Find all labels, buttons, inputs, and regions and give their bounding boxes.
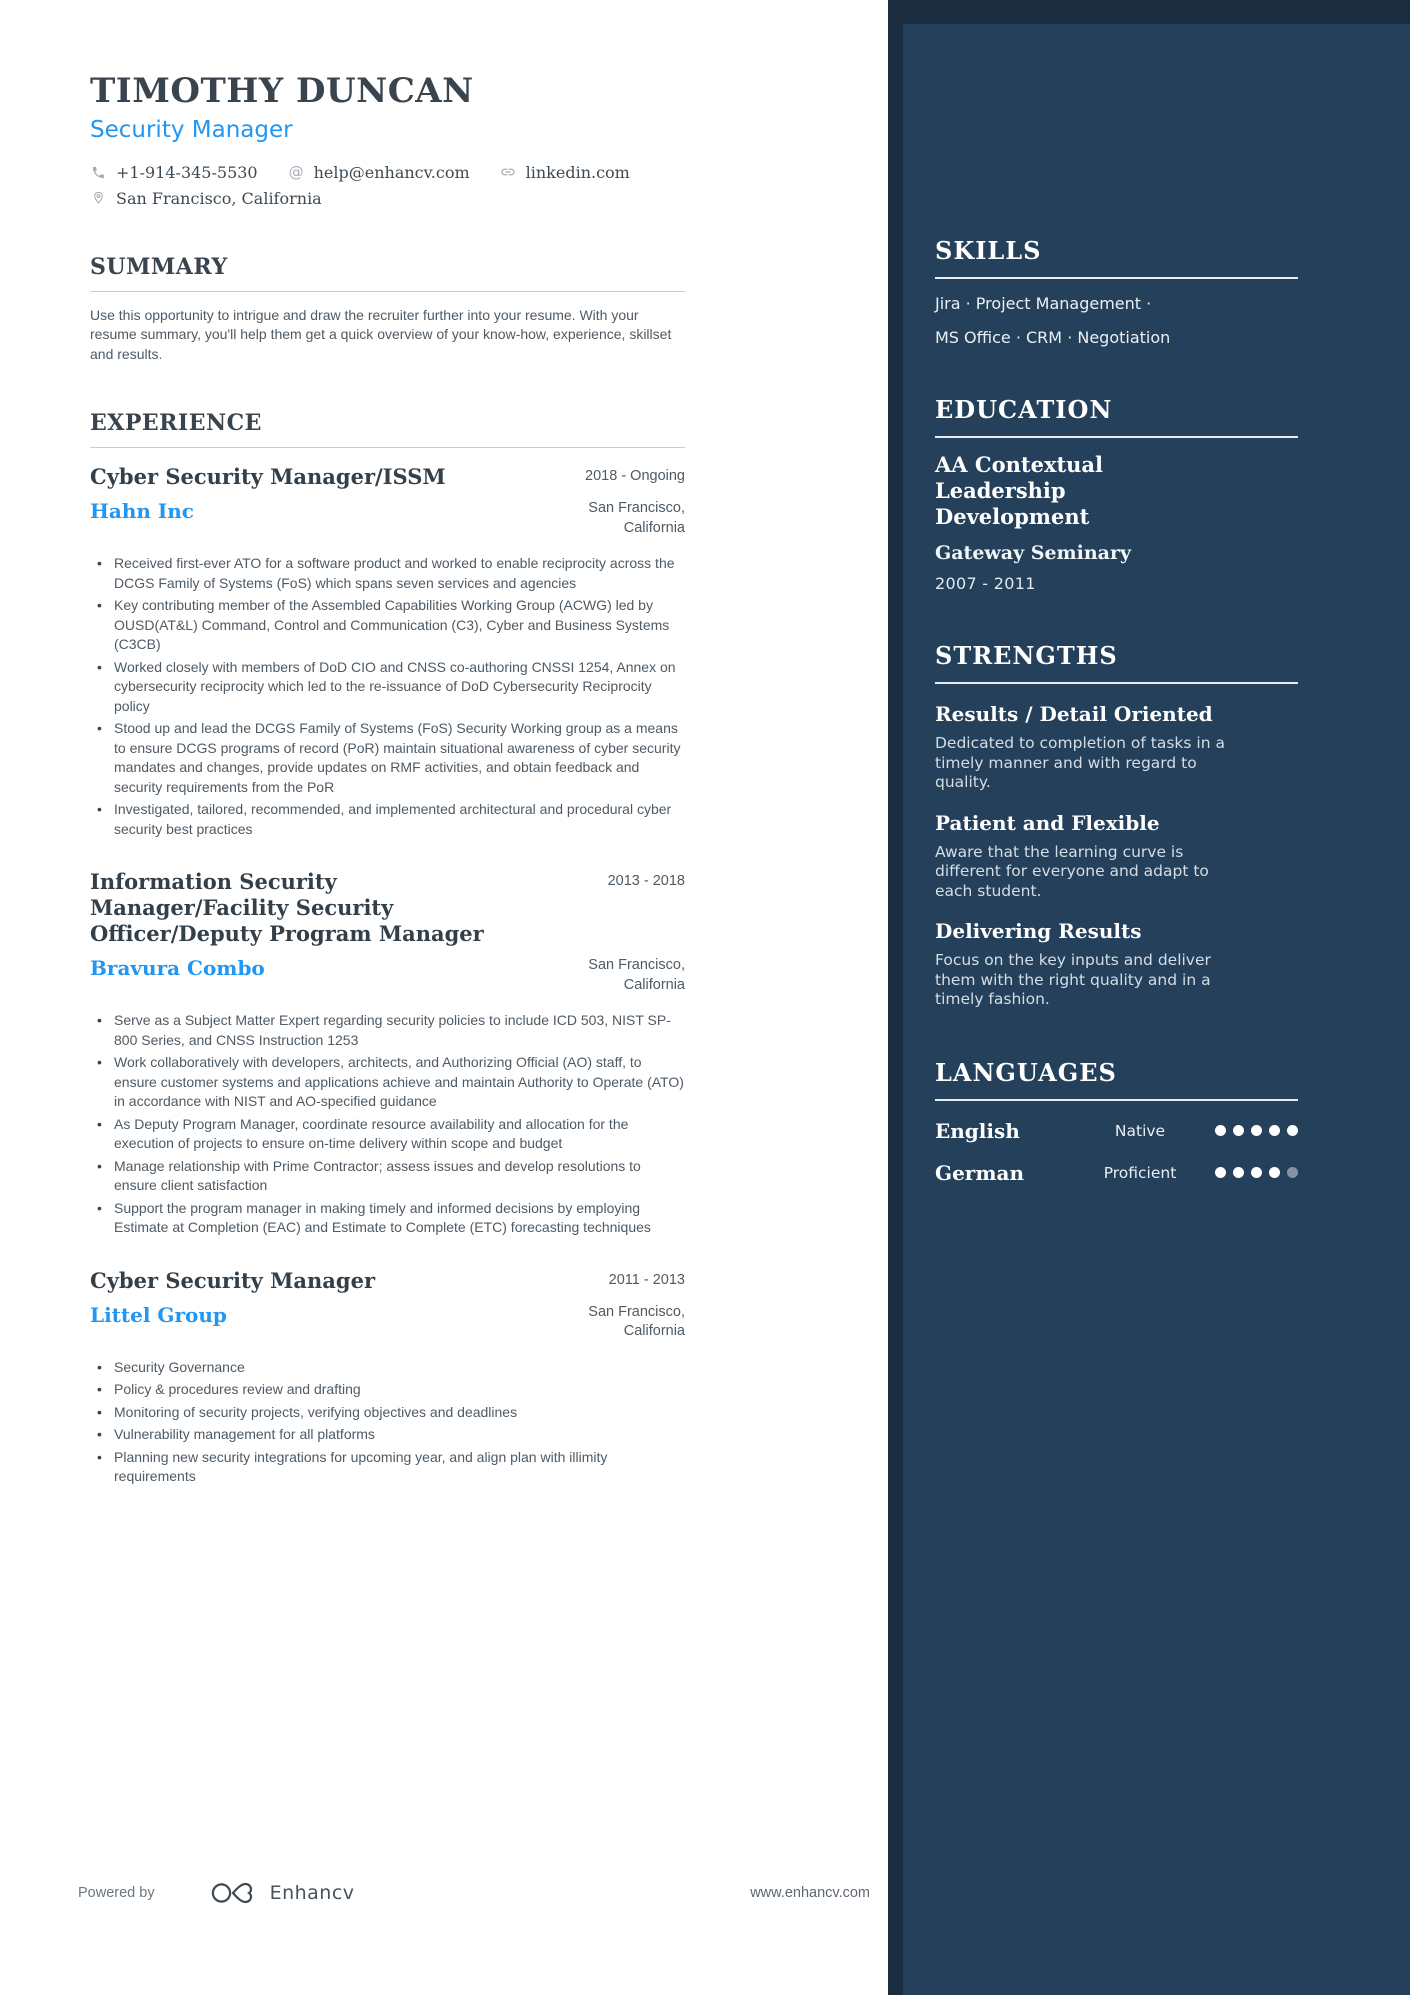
- bullet-dot: •: [97, 1403, 102, 1420]
- summary-text: Use this opportunity to intrigue and draw the recruiter further into your resume. With your resume summary, you'll help them get a quick overview of your know-how, experience, skillset and results.: [90, 306, 672, 362]
- strength-item: [935, 811, 1298, 902]
- experience-section: [90, 410, 685, 1487]
- summary-section: [90, 254, 685, 365]
- proficiency-dot-filled: [1251, 1125, 1262, 1136]
- bullet-dot: •: [97, 1448, 102, 1465]
- bullet-text: Serve as a Subject Matter Expert regarding security policies to include ICD 503, NIST SP-800 Series, and CNSS Instruction 1253: [114, 1012, 671, 1048]
- bullet-dot: •: [97, 597, 102, 614]
- education-section: [935, 395, 1298, 593]
- summary-heading: SUMMARY: [90, 254, 685, 292]
- bullet-dot: •: [97, 658, 102, 675]
- strength-title: Patient and Flexible: [935, 810, 1160, 835]
- strengths-heading: STRENGTHS: [935, 641, 1298, 684]
- job-location: San Francisco, California: [588, 1303, 685, 1340]
- bullet-text: As Deputy Program Manager, coordinate resource availability and allocation for the execution of projects to ensure on-time delivery within scope and budget: [114, 1115, 629, 1152]
- enhancv-wordmark: Enhancv: [269, 1882, 355, 1904]
- proficiency-dot-filled: [1269, 1125, 1280, 1136]
- bullet-text: Planning new security integrations for upcoming year, and align plan with illimity requirements: [114, 1448, 608, 1485]
- bullet-dot: •: [97, 801, 102, 818]
- bullet-text: Key contributing member of the Assembled Capabilities Working Group (ACWG) led by OUSD(AT&L) Command, Control and Communication (C3), Cyber and Business Systems (C3CB): [114, 597, 670, 653]
- job-company[interactable]: Littel Group: [90, 1302, 227, 1327]
- proficiency-dot-filled: [1251, 1167, 1262, 1178]
- proficiency-dot-filled: [1287, 1125, 1298, 1136]
- bullet-text: Support the program manager in making timely and informed decisions by employing Estimate at Completion (EAC) and Estimate to Complete (ETC) forecasting techniques: [114, 1199, 651, 1236]
- languages-heading: LANGUAGES: [935, 1058, 1298, 1101]
- job-bullet: [90, 1403, 685, 1423]
- bullet-text: Worked closely with members of DoD CIO and CNSS co-authoring CNSSI 1254, Annex on cybersecurity reciprocity which led to the re-issuance of DoD Cybersecurity Reciprocity policy: [114, 658, 676, 714]
- job-location: San Francisco, California: [588, 957, 685, 993]
- location-text: San Francisco, California: [116, 188, 322, 208]
- at-icon: @: [288, 163, 304, 182]
- languages-list: [935, 1119, 1298, 1185]
- bullet-text: Stood up and lead the DCGS Family of Systems (FoS) Security Working group as a means to ensure DCGS programs of record (PoR) maintain situational awareness of cyber security mandates and changes, provide updates on RMF activities, and obtain feedback and security requirements from the PoR: [114, 720, 681, 795]
- skills-heading: SKILLS: [935, 236, 1298, 279]
- sidebar-content: [888, 24, 1410, 1185]
- languages-section: [935, 1058, 1298, 1185]
- proficiency-dot-filled: [1233, 1167, 1244, 1178]
- bullet-dot: •: [97, 555, 102, 572]
- proficiency-dot-filled: [1215, 1125, 1226, 1136]
- skills-line-2: MS Office · CRM · Negotiation: [935, 328, 1171, 347]
- job-bullet: [90, 1380, 685, 1400]
- bullet-text: Security Governance: [114, 1358, 245, 1375]
- education-dates: 2007 - 2011: [935, 574, 1036, 593]
- job-location: San Francisco, California: [588, 500, 685, 536]
- phone-icon: [90, 164, 107, 181]
- job-bullet: [90, 1115, 685, 1154]
- job-title: Information Security Manager/Facility Security Officer/Deputy Program Manager: [90, 869, 484, 947]
- contact-row-1: [90, 163, 685, 182]
- skills-line-1: Jira · Project Management ·: [935, 294, 1152, 313]
- language-name: English: [935, 1118, 1020, 1143]
- skills-section: [935, 236, 1298, 347]
- bullet-dot: •: [97, 720, 102, 737]
- proficiency-dot-filled: [1269, 1167, 1280, 1178]
- main-content: [90, 72, 685, 1487]
- job-bullet: [90, 658, 685, 717]
- bullet-text: Investigated, tailored, recommended, and implemented architectural and procedural cyber security best practices: [114, 801, 672, 837]
- strength-text: Dedicated to completion of tasks in a timely manner and with regard to quality.: [935, 734, 1225, 791]
- job-company[interactable]: Hahn Inc: [90, 499, 194, 524]
- phone-item: [90, 163, 258, 182]
- job-title: Cyber Security Manager: [90, 1267, 376, 1293]
- job-bullets: [90, 1008, 685, 1238]
- job-entry: [90, 464, 685, 839]
- language-row: [935, 1119, 1298, 1143]
- strengths-section: [935, 641, 1298, 1010]
- strength-title: Delivering Results: [935, 919, 1142, 943]
- language-proficiency-dots: [1215, 1167, 1298, 1178]
- job-dates: 2013 - 2018: [607, 873, 685, 890]
- bullet-dot: •: [97, 1358, 102, 1375]
- contact-block: [90, 163, 685, 208]
- sidebar: [888, 0, 1410, 1995]
- job-entry: [90, 1268, 685, 1487]
- bullet-dot: •: [97, 1157, 102, 1174]
- powered-by-label: Powered by: [78, 1885, 155, 1901]
- job-dates: 2018 - Ongoing: [585, 468, 685, 485]
- job-bullet: [90, 1053, 685, 1112]
- enhancv-logo-icon: [210, 1881, 256, 1905]
- job-bullets: [90, 1355, 685, 1487]
- footer: [78, 1881, 870, 1905]
- job-bullet: [90, 1157, 685, 1196]
- education-heading: EDUCATION: [935, 395, 1298, 438]
- language-name: German: [935, 1160, 1025, 1185]
- email-address[interactable]: help@enhancv.com: [313, 162, 470, 182]
- job-bullet: [90, 1011, 685, 1050]
- bullet-dot: •: [97, 1115, 102, 1132]
- sidebar-top-accent-band: [888, 0, 1410, 24]
- bullet-text: Work collaboratively with developers, architects, and Authorizing Official (AO) staff, to ensure customer systems and applications achieve and maintain Authority to Operate (ATO) in accordance with NIST and AO-specified guidance: [114, 1054, 684, 1110]
- job-title: Cyber Security Manager/ISSM: [90, 464, 446, 490]
- proficiency-dot-filled: [1215, 1167, 1226, 1178]
- strength-title: Results / Detail Oriented: [935, 702, 1213, 726]
- proficiency-dot-filled: [1233, 1125, 1244, 1136]
- bullet-dot: •: [97, 1426, 102, 1443]
- strength-text: Focus on the key inputs and deliver them with the right quality and in a timely fashion.: [935, 951, 1211, 1008]
- bullet-text: Manage relationship with Prime Contractor; assess issues and develop resolutions to ensure client satisfaction: [114, 1157, 641, 1194]
- language-proficiency-dots: [1215, 1125, 1298, 1136]
- bullet-text: Vulnerability management for all platforms: [114, 1426, 375, 1443]
- job-dates: 2011 - 2013: [608, 1271, 685, 1288]
- strength-item: [935, 919, 1298, 1010]
- bullet-dot: •: [97, 1054, 102, 1071]
- bullet-dot: •: [97, 1199, 102, 1216]
- strength-text: Aware that the learning curve is different for everyone and adapt to each student.: [935, 842, 1209, 900]
- job-bullet: [90, 1358, 685, 1378]
- job-bullets: [90, 551, 685, 839]
- job-bullet: [90, 596, 685, 655]
- location-pin-icon: [90, 190, 107, 207]
- bullet-dot: •: [97, 1381, 102, 1398]
- phone-number: +1-914-345-5530: [116, 162, 258, 182]
- person-title: Security Manager: [90, 117, 293, 144]
- job-bullet: [90, 1425, 685, 1445]
- bullet-dot: •: [97, 1012, 102, 1029]
- experience-jobs: [90, 464, 685, 1487]
- language-row: [935, 1161, 1298, 1185]
- experience-heading: EXPERIENCE: [90, 410, 685, 448]
- job-bullet: [90, 800, 685, 839]
- strengths-list: [935, 702, 1298, 1010]
- bullet-text: Received first-ever ATO for a software product and worked to enable reciprocity across the DCGS Family of Systems (FoS) which spans seven services and agencies: [114, 555, 675, 591]
- website-link[interactable]: linkedin.com: [525, 162, 630, 182]
- job-bullet: [90, 719, 685, 797]
- website-item[interactable]: [500, 163, 630, 182]
- location-item: [90, 189, 322, 208]
- strength-item: [935, 702, 1298, 793]
- footer-website-link[interactable]: www.enhancv.com: [750, 1885, 870, 1901]
- email-item[interactable]: [288, 163, 470, 182]
- education-degree: AA Contextual Leadership Development: [935, 452, 1104, 529]
- link-icon: [500, 164, 517, 181]
- job-entry: [90, 869, 685, 1238]
- language-level: Proficient: [1103, 1163, 1177, 1182]
- job-bullet: [90, 554, 685, 593]
- proficiency-dot-empty: [1287, 1167, 1298, 1178]
- job-company[interactable]: Bravura Combo: [90, 956, 265, 981]
- bullet-text: Monitoring of security projects, verifying objectives and deadlines: [114, 1403, 518, 1420]
- job-bullet: [90, 1199, 685, 1238]
- education-school: Gateway Seminary: [935, 542, 1132, 564]
- contact-row-2: [90, 189, 685, 208]
- job-bullet: [90, 1448, 685, 1487]
- language-level: Native: [1114, 1121, 1166, 1140]
- person-name: TIMOTHY DUNCAN: [90, 71, 474, 111]
- bullet-text: Policy & procedures review and drafting: [114, 1381, 361, 1398]
